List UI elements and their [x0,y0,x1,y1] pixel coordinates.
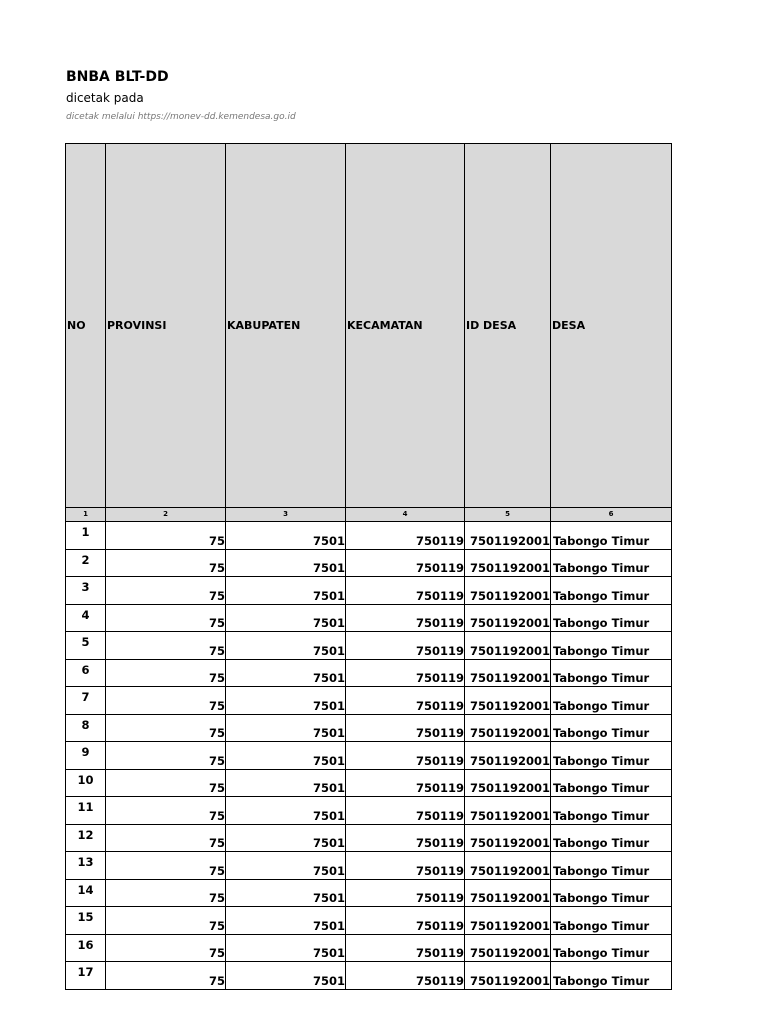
table-row [66,934,672,962]
cell-no: 1 [66,522,106,550]
header-kabupaten: KABUPATEN [226,144,346,508]
cell-id-desa: 7501192001 [465,742,551,770]
cell-kecamatan: 750119 [346,769,465,797]
table-row [66,577,672,605]
cell-no: 14 [66,879,106,907]
cell-provinsi: 75 [106,632,226,660]
cell-no: 2 [66,549,106,577]
cell-kabupaten: 7501 [226,742,346,770]
cell-id-desa: 7501192001 [465,632,551,660]
header-kecamatan: KECAMATAN [346,144,465,508]
cell-no: 11 [66,797,106,825]
cell-kabupaten: 7501 [226,934,346,962]
cell-desa: Tabongo Timur [551,577,672,605]
cell-no: 7 [66,687,106,715]
column-number-row [66,508,672,522]
cell-id-desa: 7501192001 [465,824,551,852]
table-body [66,522,672,990]
cell-provinsi: 75 [106,714,226,742]
cell-id-desa: 7501192001 [465,549,551,577]
cell-id-desa: 7501192001 [465,962,551,990]
cell-desa: Tabongo Timur [551,879,672,907]
beneficiary-table [65,143,672,990]
cell-provinsi: 75 [106,742,226,770]
cell-id-desa: 7501192001 [465,659,551,687]
cell-no: 5 [66,632,106,660]
cell-provinsi: 75 [106,522,226,550]
cell-id-desa: 7501192001 [465,577,551,605]
cell-id-desa: 7501192001 [465,852,551,880]
cell-id-desa: 7501192001 [465,769,551,797]
cell-kabupaten: 7501 [226,549,346,577]
cell-desa: Tabongo Timur [551,687,672,715]
cell-kabupaten: 7501 [226,769,346,797]
cell-provinsi: 75 [106,577,226,605]
cell-id-desa: 7501192001 [465,687,551,715]
header-no: NO [66,144,106,508]
cell-kabupaten: 7501 [226,962,346,990]
cell-id-desa: 7501192001 [465,879,551,907]
cell-no: 10 [66,769,106,797]
cell-desa: Tabongo Timur [551,604,672,632]
cell-kabupaten: 7501 [226,604,346,632]
cell-provinsi: 75 [106,907,226,935]
cell-kabupaten: 7501 [226,522,346,550]
source-note: dicetak melalui https://monev-dd.kemendesa.go.id [66,112,296,122]
cell-desa: Tabongo Timur [551,769,672,797]
cell-desa: Tabongo Timur [551,742,672,770]
cell-id-desa: 7501192001 [465,907,551,935]
document-subtitle: dicetak pada [66,91,144,105]
cell-no: 12 [66,824,106,852]
cell-kabupaten: 7501 [226,797,346,825]
cell-provinsi: 75 [106,797,226,825]
cell-provinsi: 75 [106,769,226,797]
table-row [66,879,672,907]
cell-kecamatan: 750119 [346,549,465,577]
table-row [66,549,672,577]
table-row [66,824,672,852]
column-number: 5 [465,508,551,522]
cell-id-desa: 7501192001 [465,522,551,550]
cell-no: 9 [66,742,106,770]
cell-kabupaten: 7501 [226,714,346,742]
cell-kabupaten: 7501 [226,577,346,605]
header-desa: DESA [551,144,672,508]
column-number: 2 [106,508,226,522]
cell-desa: Tabongo Timur [551,907,672,935]
cell-no: 15 [66,907,106,935]
cell-kabupaten: 7501 [226,659,346,687]
cell-provinsi: 75 [106,824,226,852]
cell-kabupaten: 7501 [226,687,346,715]
cell-provinsi: 75 [106,962,226,990]
cell-provinsi: 75 [106,687,226,715]
cell-desa: Tabongo Timur [551,934,672,962]
cell-desa: Tabongo Timur [551,632,672,660]
cell-no: 3 [66,577,106,605]
header-id-desa: ID DESA [465,144,551,508]
cell-kecamatan: 750119 [346,852,465,880]
table-row [66,714,672,742]
cell-provinsi: 75 [106,879,226,907]
cell-kecamatan: 750119 [346,907,465,935]
table-row [66,522,672,550]
table-row [66,962,672,990]
cell-kabupaten: 7501 [226,632,346,660]
table-row [66,632,672,660]
cell-desa: Tabongo Timur [551,714,672,742]
cell-no: 16 [66,934,106,962]
cell-desa: Tabongo Timur [551,962,672,990]
column-number: 1 [66,508,106,522]
cell-desa: Tabongo Timur [551,797,672,825]
cell-provinsi: 75 [106,549,226,577]
cell-kecamatan: 750119 [346,714,465,742]
cell-desa: Tabongo Timur [551,852,672,880]
cell-kecamatan: 750119 [346,659,465,687]
cell-no: 13 [66,852,106,880]
cell-provinsi: 75 [106,659,226,687]
cell-kabupaten: 7501 [226,824,346,852]
document-title: BNBA BLT-DD [66,69,169,85]
cell-kabupaten: 7501 [226,852,346,880]
table-row [66,907,672,935]
cell-kecamatan: 750119 [346,522,465,550]
cell-id-desa: 7501192001 [465,604,551,632]
column-number: 3 [226,508,346,522]
cell-provinsi: 75 [106,934,226,962]
cell-kecamatan: 750119 [346,797,465,825]
table-row [66,687,672,715]
cell-desa: Tabongo Timur [551,824,672,852]
cell-desa: Tabongo Timur [551,522,672,550]
cell-kecamatan: 750119 [346,632,465,660]
table-row [66,852,672,880]
cell-desa: Tabongo Timur [551,549,672,577]
cell-no: 8 [66,714,106,742]
header-provinsi: PROVINSI [106,144,226,508]
cell-kabupaten: 7501 [226,879,346,907]
cell-no: 6 [66,659,106,687]
cell-desa: Tabongo Timur [551,659,672,687]
cell-kecamatan: 750119 [346,687,465,715]
cell-provinsi: 75 [106,604,226,632]
column-number: 4 [346,508,465,522]
cell-kecamatan: 750119 [346,604,465,632]
cell-no: 4 [66,604,106,632]
cell-kecamatan: 750119 [346,879,465,907]
cell-kecamatan: 750119 [346,934,465,962]
table-row [66,797,672,825]
table-header-row [66,144,672,508]
cell-kecamatan: 750119 [346,742,465,770]
cell-id-desa: 7501192001 [465,934,551,962]
table-row [66,659,672,687]
cell-id-desa: 7501192001 [465,714,551,742]
cell-kecamatan: 750119 [346,577,465,605]
table-row [66,604,672,632]
cell-id-desa: 7501192001 [465,797,551,825]
table-row [66,742,672,770]
table-row [66,769,672,797]
cell-kecamatan: 750119 [346,962,465,990]
cell-provinsi: 75 [106,852,226,880]
column-number: 6 [551,508,672,522]
cell-kecamatan: 750119 [346,824,465,852]
cell-no: 17 [66,962,106,990]
cell-kabupaten: 7501 [226,907,346,935]
